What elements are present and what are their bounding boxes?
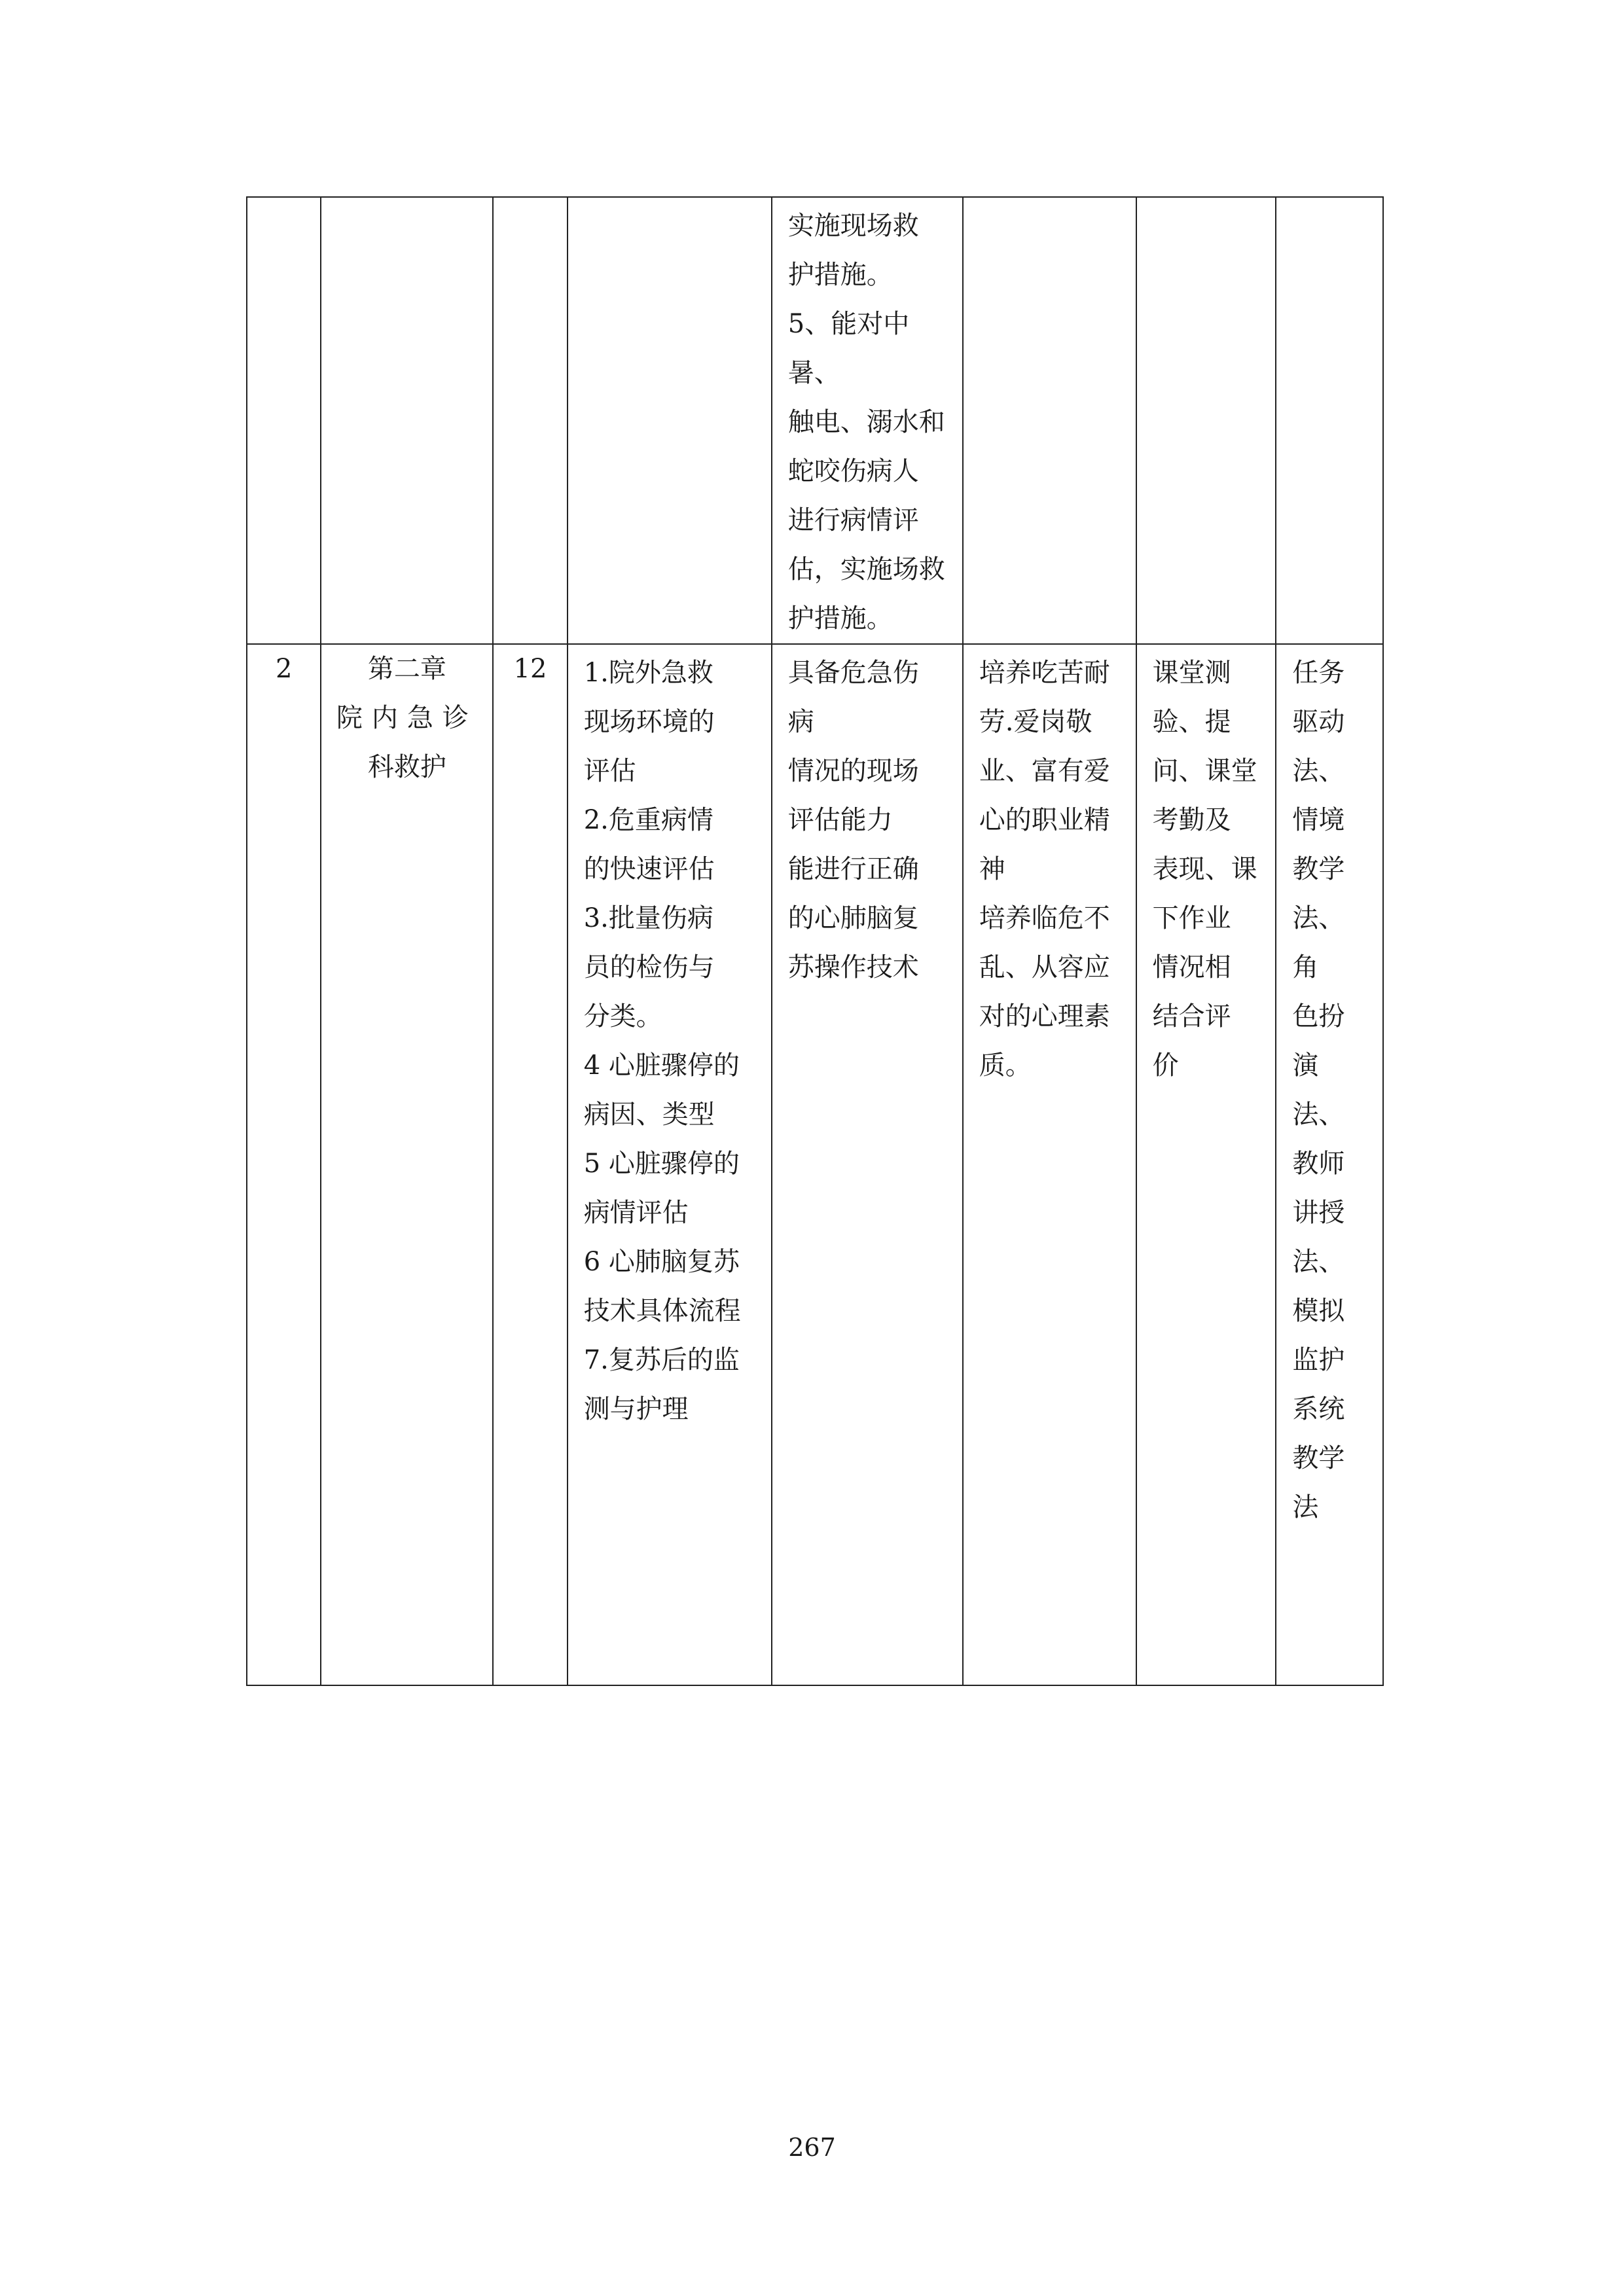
teaching-content: 1.院外急救 现场环境的 评估 2.危重病情 的快速评估 3.批量伤病 员的检伤与 分类。 4 心脏骤停的 病因、类型 5 心脏骤停的 病情评估 6 心肺脑复苏 技术具体流程 7.复苏后的监 测与护理: [583, 658, 741, 1424]
curriculum-table: [246, 196, 1384, 1686]
quality-goals-cell: [963, 644, 1136, 1685]
assessment-cell-empty: [1136, 197, 1276, 644]
chapter-cell-empty: [321, 197, 493, 644]
teaching-methods-text: 任务 驱动 法、 情境 教学 法、角 色扮 演法、 教师 讲授 法、 模拟 监护 系统 教学 法: [1292, 658, 1345, 1522]
methods-cell: [1276, 644, 1383, 1685]
chapter-number: 第二章: [367, 654, 446, 684]
skill-goals-text: 具备危急伤 病 情况的现场 评估能力 能进行正确 的心肺脑复 苏操作技术: [787, 658, 919, 982]
hours-cell-empty: [493, 197, 567, 644]
content-cell: [568, 644, 772, 1685]
chapter-name-line1: 院内急诊: [336, 703, 478, 733]
assessment-text: 课堂测 验、提 问、课堂 考勤及 表现、课 下作业 情况相 结合评 价: [1152, 658, 1257, 1081]
page-number: 267: [788, 2133, 836, 2162]
quality-goals-text: 培养吃苦耐 劳.爱岗敬 业、富有爱 心的职业精 神 培养临危不 乱、从容应 对的心理素 质。: [979, 658, 1110, 1081]
chapter-title: [321, 645, 492, 792]
index-cell-empty: [247, 197, 321, 644]
assessment-cell: [1136, 644, 1276, 1685]
table-row: [247, 644, 1383, 1685]
content-cell-empty: [568, 197, 772, 644]
skill-goals-text: 实施现场救 护措施。 5、能对中暑、 触电、溺水和 蛇咬伤病人 进行病情评 估，实施场救 护措施。: [787, 211, 945, 634]
hours-cell: [493, 644, 567, 1685]
row-index: 2: [275, 654, 293, 684]
skill-goals-cell: [772, 644, 963, 1685]
index-cell: [247, 644, 321, 1685]
quality-goals-cell-empty: [963, 197, 1136, 644]
chapter-cell: [321, 644, 493, 1685]
chapter-name-line2: 科救护: [367, 752, 446, 782]
methods-cell-empty: [1276, 197, 1383, 644]
table-row-continued: [247, 197, 1383, 644]
skill-goals-cell: [772, 197, 963, 644]
class-hours: 12: [513, 654, 547, 684]
